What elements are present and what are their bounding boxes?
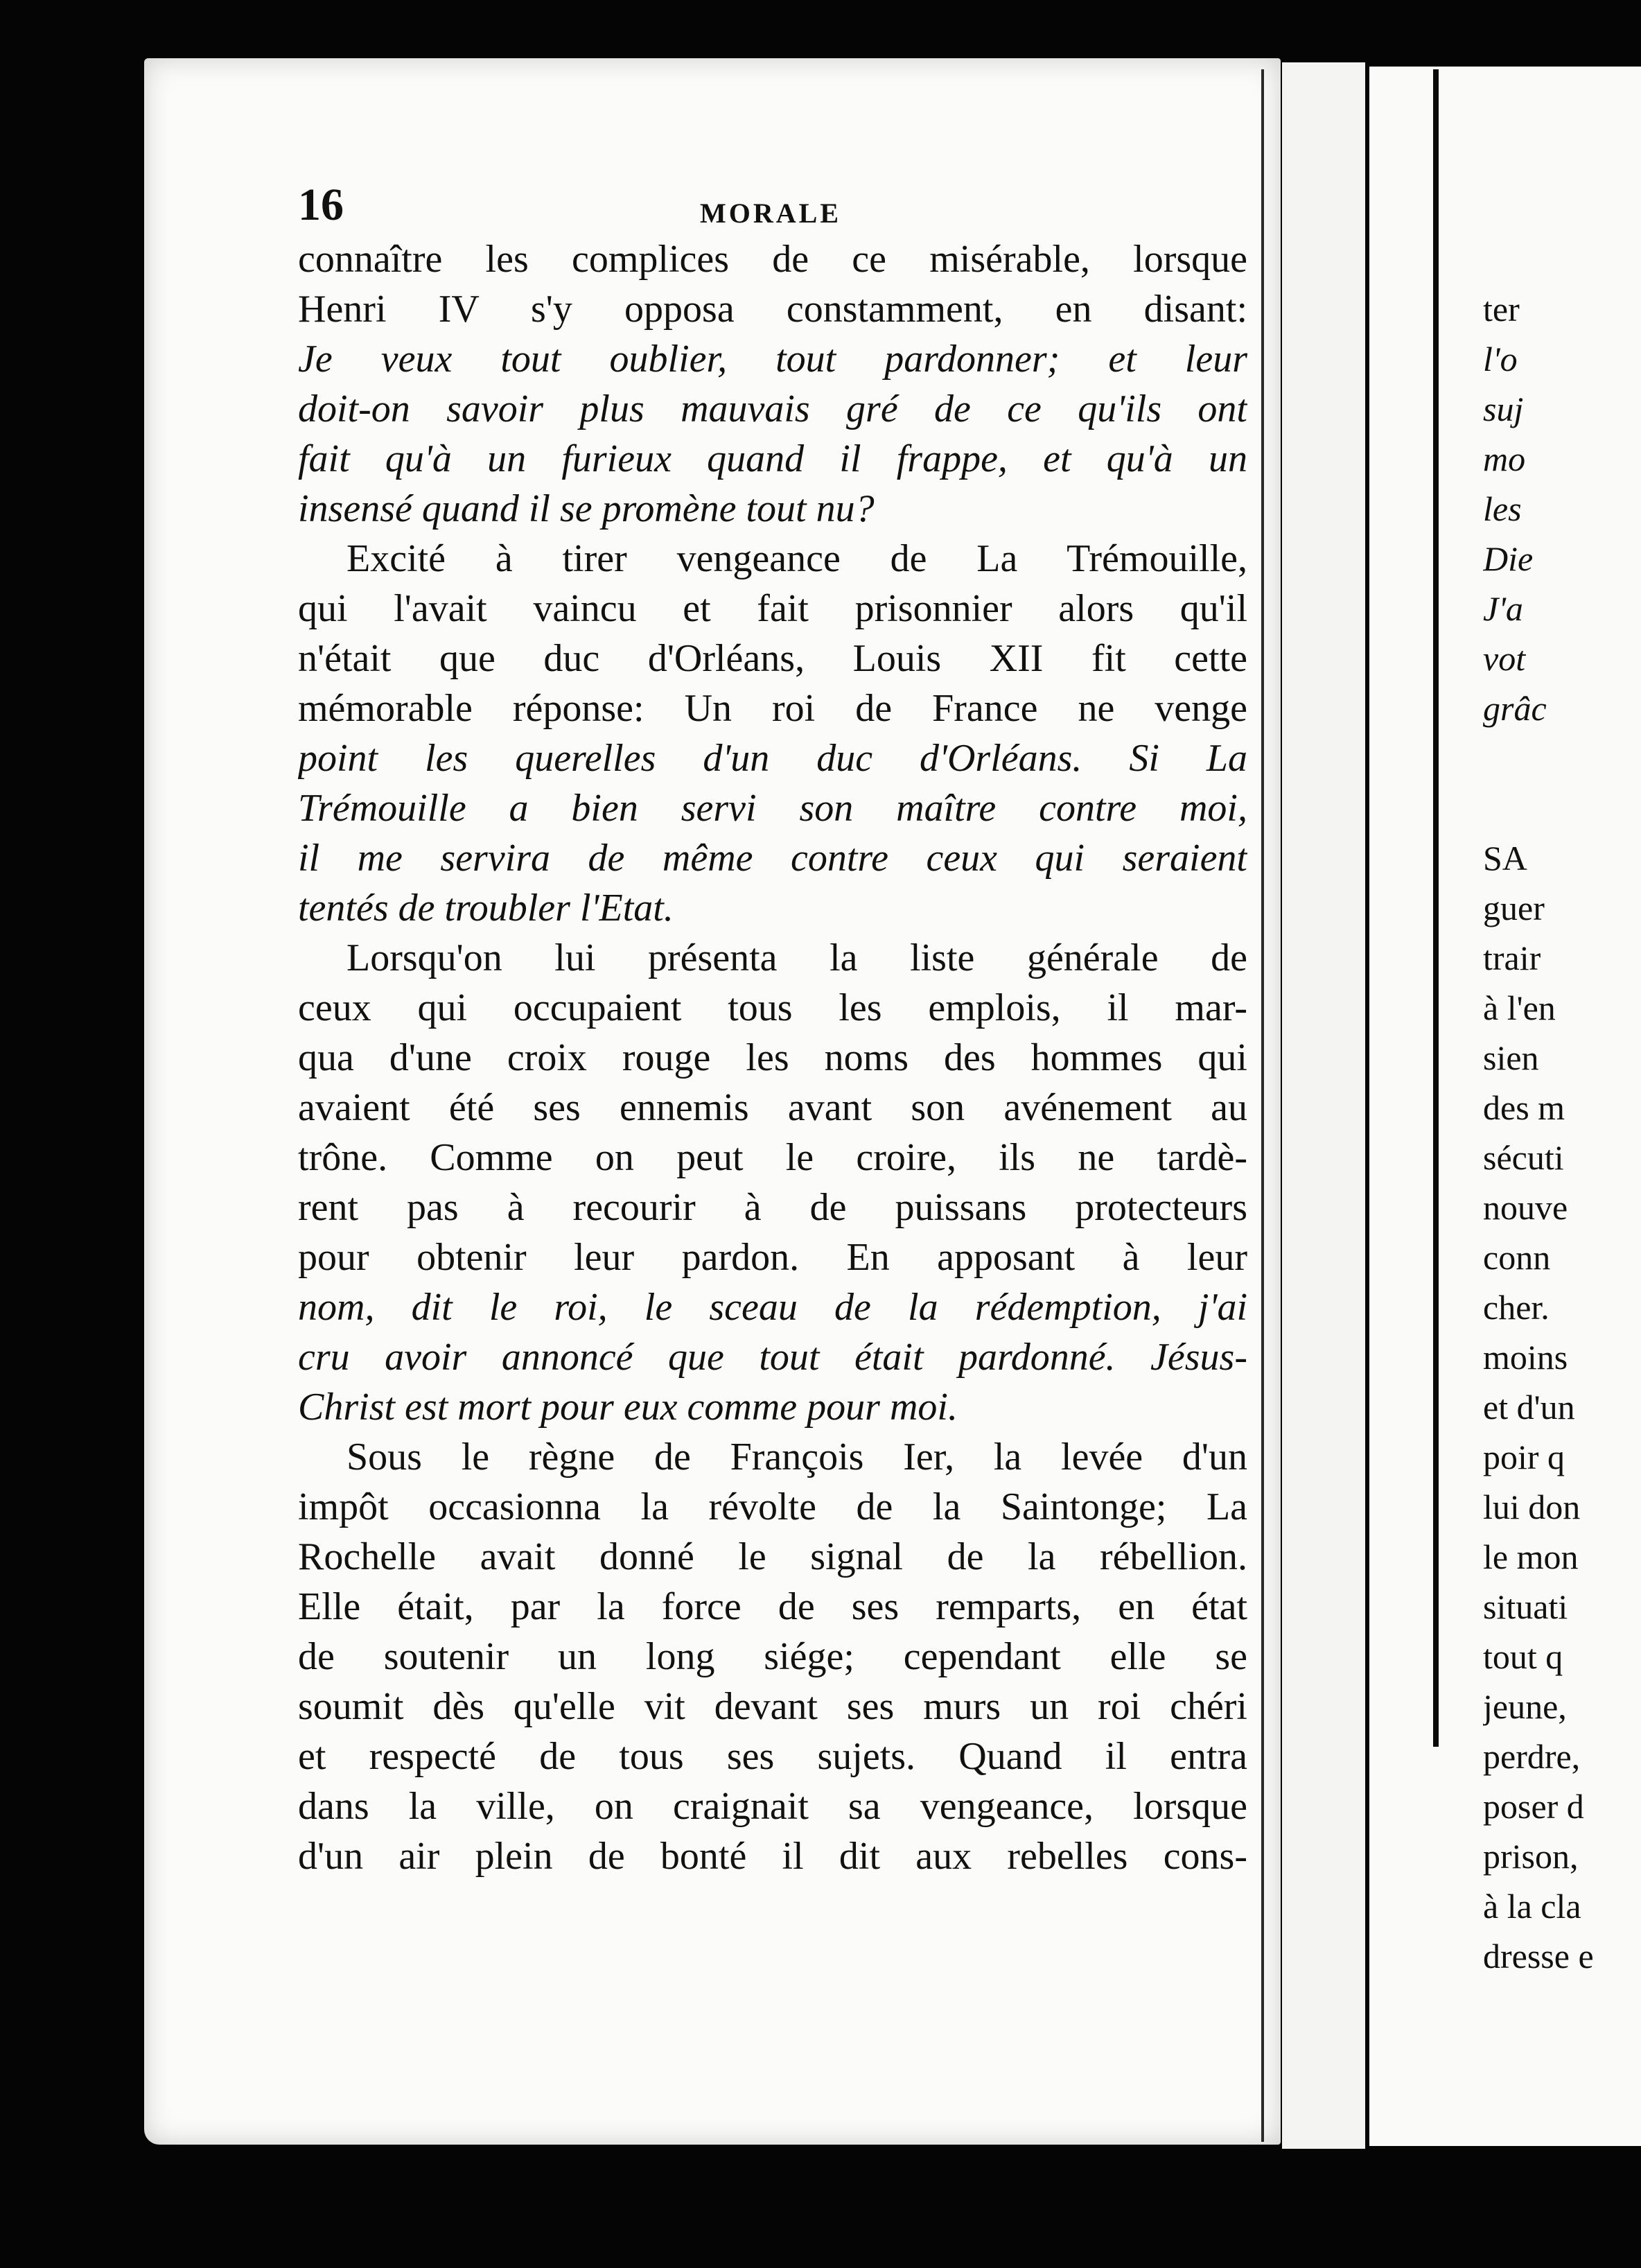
- right-text-line: trair: [1483, 939, 1541, 977]
- text-line: point les querelles d'un duc d'Orléans. Si La: [298, 737, 1247, 780]
- text-line: rent pas à recourir à de puissans protecteurs: [298, 1186, 1247, 1229]
- gutter: [1282, 62, 1365, 2149]
- text-line: avaient été ses ennemis avant son avénement au: [298, 1086, 1247, 1129]
- right-text-line: perdre,: [1483, 1737, 1581, 1776]
- text-line: Lorsqu'on lui présenta la liste générale de: [346, 936, 1247, 979]
- right-text-line: [1483, 733, 1641, 833]
- right-text-line: poser d: [1483, 1787, 1584, 1826]
- right-text-line: suj: [1483, 390, 1524, 428]
- text-line: Christ est mort pour eux comme pour moi.: [298, 1386, 958, 1429]
- right-text-line: grâc: [1483, 689, 1547, 728]
- text-line: Elle était, par la force de ses remparts, en état: [298, 1585, 1247, 1628]
- right-text-line: à l'en: [1483, 988, 1556, 1027]
- right-text-line: les: [1483, 489, 1522, 528]
- text-line: insensé quand il se promène tout nu?: [298, 487, 875, 530]
- right-text-line: lui don: [1483, 1488, 1581, 1526]
- text-line: nom, dit le roi, le sceau de la rédemption, j'ai: [298, 1286, 1247, 1329]
- right-text-line: dresse e: [1483, 1937, 1594, 1975]
- text-line: tentés de troubler l'Etat.: [298, 887, 674, 930]
- right-text-line: nouve: [1483, 1188, 1568, 1227]
- right-text-line: sécuti: [1483, 1138, 1564, 1177]
- right-page-text: [1483, 284, 1641, 1981]
- body-text: [298, 234, 1247, 1881]
- right-text-line: ter: [1483, 290, 1520, 329]
- running-title: MORALE: [700, 198, 841, 229]
- text-line: qua d'une croix rouge les noms des hommes qui: [298, 1036, 1247, 1079]
- text-line: Excité à tirer vengeance de La Trémouille,: [346, 537, 1247, 580]
- text-line: connaître les complices de ce misérable, lorsque: [298, 238, 1247, 281]
- text-line: Rochelle avait donné le signal de la rébellion.: [298, 1535, 1247, 1578]
- text-line: soumit dès qu'elle vit devant ses murs un roi chéri: [298, 1685, 1247, 1728]
- page-number: 16: [298, 180, 344, 230]
- text-line: n'était que duc d'Orléans, Louis XII fit cette: [298, 637, 1247, 680]
- text-line: mémorable réponse: Un roi de France ne venge: [298, 687, 1247, 730]
- right-text-line: situati: [1483, 1587, 1568, 1626]
- running-head: [298, 179, 1247, 234]
- right-text-line: prison,: [1483, 1837, 1579, 1876]
- text-line: cru avoir annoncé que tout était pardonné. Jésus-: [298, 1336, 1247, 1379]
- right-text-line: cher.: [1483, 1288, 1550, 1327]
- text-line: Trémouille a bien servi son maître contre moi,: [298, 787, 1247, 830]
- page-edge: [1261, 69, 1264, 2142]
- text-line: et respecté de tous ses sujets. Quand il entra: [298, 1735, 1247, 1778]
- right-text-line: et d'un: [1483, 1388, 1575, 1427]
- right-text-line: à la cla: [1483, 1887, 1581, 1926]
- right-text-line: Die: [1483, 539, 1534, 578]
- text-line: qui l'avait vaincu et fait prisonnier alors qu'il: [298, 587, 1247, 630]
- text-line: dans la ville, on craignait sa vengeance, lorsque: [298, 1785, 1247, 1828]
- text-line: pour obtenir leur pardon. En apposant à leur: [298, 1236, 1247, 1279]
- right-text-line: poir q: [1483, 1438, 1565, 1476]
- right-text-line: moins: [1483, 1338, 1568, 1377]
- spine-shadow: [1433, 69, 1439, 1747]
- text-line: trône. Comme on peut le croire, ils ne tardè-: [298, 1136, 1247, 1179]
- text-line: impôt occasionna la révolte de la Saintonge; La: [298, 1485, 1247, 1528]
- right-text-line: des m: [1483, 1088, 1565, 1127]
- right-text-line: SA: [1483, 839, 1527, 878]
- text-line: d'un air plein de bonté il dit aux rebelles cons-: [298, 1835, 1247, 1878]
- text-line: doit-on savoir plus mauvais gré de ce qu'ils ont: [298, 387, 1247, 430]
- right-text-line: mo: [1483, 439, 1526, 478]
- text-line: Je veux tout oublier, tout pardonner; et leur: [298, 338, 1247, 381]
- right-text-line: l'o: [1483, 340, 1518, 378]
- right-text-line: conn: [1483, 1238, 1551, 1277]
- text-line: il me servira de même contre ceux qui seraient: [298, 837, 1247, 880]
- text-line: fait qu'à un furieux quand il frappe, et qu'à un: [298, 437, 1247, 480]
- right-text-line: le mon: [1483, 1537, 1579, 1576]
- text-line: ceux qui occupaient tous les emplois, il mar-: [298, 986, 1247, 1029]
- right-text-line: tout q: [1483, 1637, 1563, 1676]
- text-line: Sous le règne de François Ier, la levée d'un: [346, 1436, 1247, 1478]
- right-text-line: vot: [1483, 639, 1526, 678]
- right-text-line: J'a: [1483, 589, 1523, 628]
- right-text-line: guer: [1483, 889, 1545, 927]
- text-line: de soutenir un long siége; cependant elle se: [298, 1635, 1247, 1678]
- left-page-text: [298, 179, 1247, 1881]
- text-line: Henri IV s'y opposa constamment, en disant:: [298, 288, 1247, 331]
- right-text-line: sien: [1483, 1038, 1539, 1077]
- right-text-line: jeune,: [1483, 1687, 1567, 1726]
